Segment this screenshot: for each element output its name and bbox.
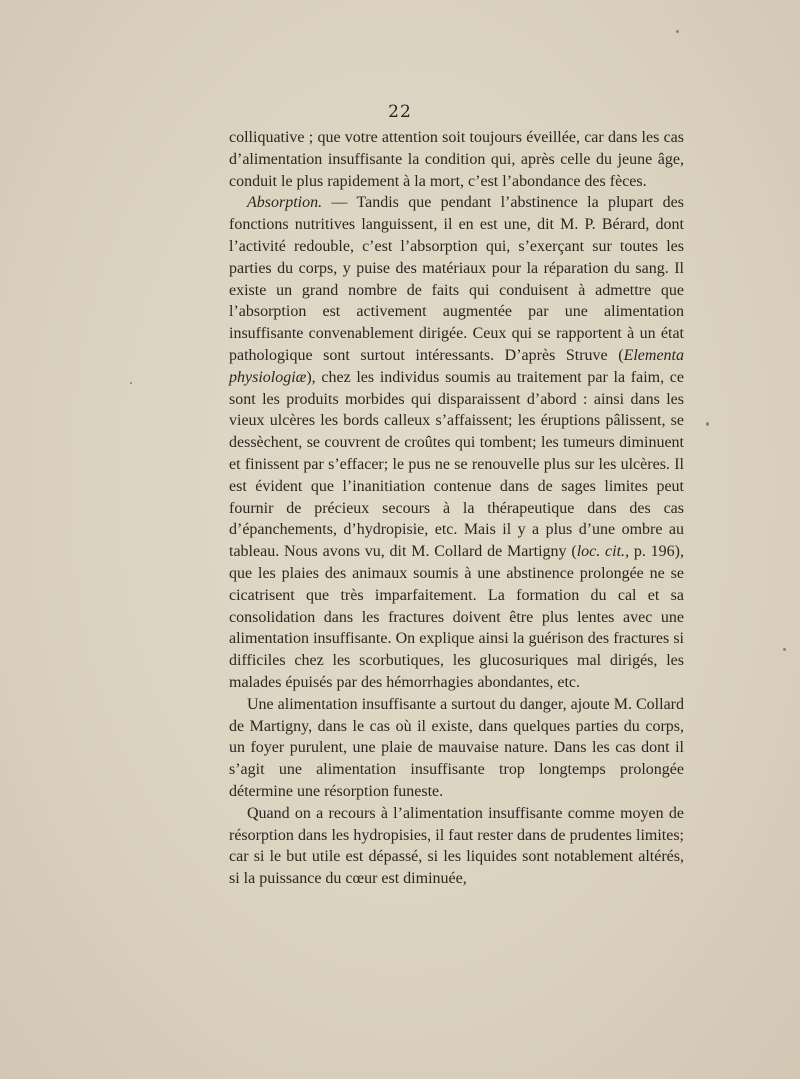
italic-text: Absorption.	[247, 194, 323, 212]
page-number: 22	[388, 102, 412, 122]
text-segment: colliquative ; que votre attention soit toujours éveillée, car dans les cas d’alimentation insuffisante la condition qui, après celle du jeune âge, conduit le plus rapidement à la mort, c’est l’abondance des fèces.	[229, 129, 684, 190]
text-segment: — Tandis que pendant l’abstinence la plupart des fonctions nutritives languissent, il en est une, dit M. P. Bérard, dont l’activité redouble, c’est l’absorption qui, s’exerçant sur toutes les parties du corps, y puise des matériaux pour la réparation du sang. Il existe un grand nombre de faits qui conduisent à admettre que l’absorption est activement augmentée par une alimentation insuffisante convenablement dirigée. Ceux qui se rapportent à un état pathologique sont surtout intéressants. D’après Struve (	[229, 194, 684, 364]
text-segment: Quand on a recours à l’alimentation insuffisante comme moyen de résorption dans les hydropisies, il faut rester dans de prudentes limites; car si le but utile est dépassé, si les liquides sont notablement altérés, si la puissance du cœur est diminuée,	[229, 804, 684, 888]
ink-speck	[706, 422, 709, 426]
text-segment: Une alimentation insuffisante a surtout du danger, ajoute M. Collard de Martigny, dans le cas où il existe, dans quelques parties du corps, un foyer purulent, une plaie de mauvaise nature. Dans les cas dont il s’agit une alimentation insuffisante trop longtemps prolongée détermine une résorption funeste.	[229, 695, 684, 800]
italic-text: loc. cit.	[576, 543, 626, 561]
ink-speck	[783, 648, 786, 651]
body-text	[229, 127, 684, 890]
ink-speck	[676, 30, 679, 33]
text-segment: , p. 196), que les plaies des animaux soumis à une abstinence prolongée ne se cicatrisent que très imparfaitement. La formation du cal et sa consolidation dans les fractures doivent être plus lentes avec une alimentation insuffisante. On explique ainsi la guérison des fractures si difficiles chez les scorbutiques, les glucosuriques mal dirigés, les malades épuisés par des hémorrhagies abondantes, etc.	[229, 543, 685, 691]
text-segment: ), chez les individus soumis au traitement par la faim, ce sont les produits morbides qui disparaissent d’abord : ainsi dans les vieux ulcères les bords calleux s’affaissent; les éruptions pâlissent, se dessèchent, se couvrent de croûtes qui tombent; les tumeurs diminuent et finissent par s’effacer; le pus ne se renouvelle plus sur les ulcères. Il est évident que l’inanitiation contenue dans de sages limites peut fournir de précieux secours à la thérapeutique dans des cas d’épanchements, d’hydropisie, etc. Mais il y a plus d’une ombre au tableau. Nous avons vu, dit M. Collard de Martigny (	[229, 368, 684, 561]
paragraph	[229, 694, 684, 803]
ink-speck	[130, 382, 132, 384]
paragraph	[229, 192, 684, 693]
paragraph	[229, 803, 684, 890]
paragraph	[229, 127, 684, 192]
italic-text: Elementa physiologiæ	[229, 346, 684, 386]
